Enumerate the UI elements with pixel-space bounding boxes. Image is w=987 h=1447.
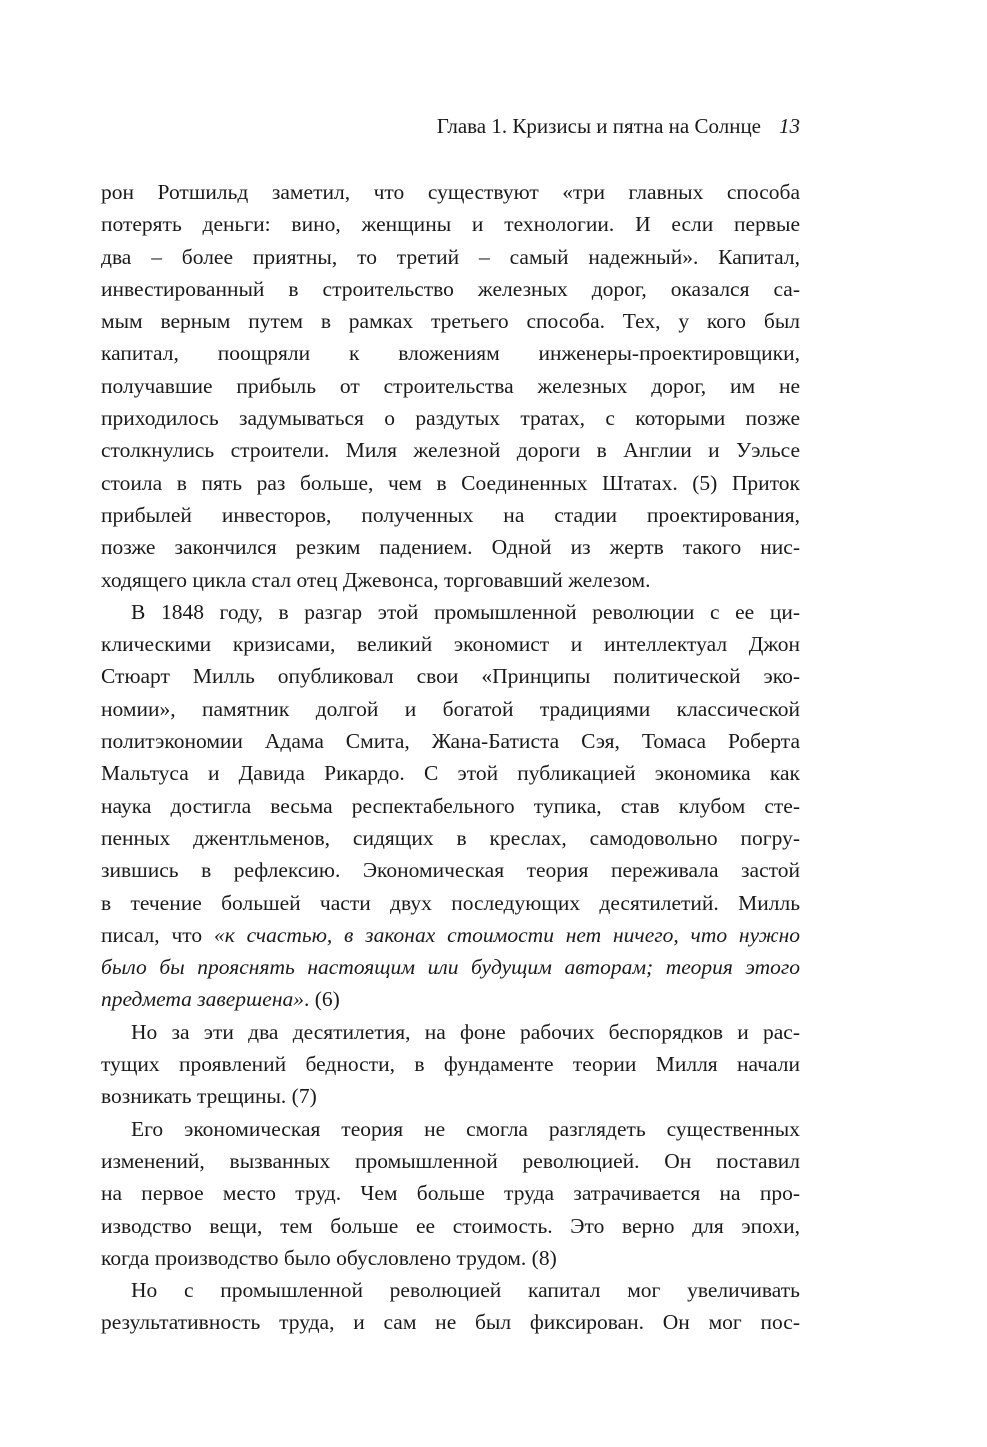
text-segment: стоила в пять раз больше, чем в Соединенных Штатах. (5) Приток — [101, 470, 800, 495]
text-segment: два – более приятны, то третий – самый надежный». Капитал, — [101, 244, 800, 269]
text-segment: номии», памятник долгой и богатой традициями классической — [101, 696, 800, 721]
text-line — [101, 370, 800, 402]
text-line — [101, 1177, 800, 1209]
paragraph — [101, 1274, 800, 1339]
text-line — [101, 1145, 800, 1177]
text-segment: . (6) — [303, 987, 340, 1012]
text-line — [101, 1016, 800, 1048]
text-line — [101, 467, 800, 499]
italic-quote: было бы прояснять настоящим или будущим авторам; теория этого — [101, 955, 800, 980]
text-line — [101, 1113, 800, 1145]
text-segment: прибылей инвесторов, полученных на стадии проектирования, — [101, 502, 800, 527]
text-segment: тущих проявлений бедности, в фундаменте теории Милля начали — [101, 1052, 800, 1077]
text-segment: мым верным путем в рамках третьего способа. Тех, у кого был — [101, 309, 800, 334]
text-line — [101, 273, 800, 305]
text-segment: позже закончился резким падением. Одной из жертв такого нис- — [101, 535, 800, 560]
text-line — [101, 757, 800, 789]
running-header — [437, 114, 800, 139]
text-line — [101, 208, 800, 240]
text-segment: В 1848 году, в разгар этой промышленной революции с ее ци- — [131, 599, 800, 624]
text-line — [101, 337, 800, 369]
text-line — [101, 596, 800, 628]
paragraph — [101, 1113, 800, 1274]
text-line — [101, 660, 800, 692]
text-line — [101, 854, 800, 886]
text-line — [101, 1048, 800, 1080]
text-line — [101, 951, 800, 983]
text-line — [101, 887, 800, 919]
text-segment: писал, что — [101, 922, 214, 947]
text-line — [101, 822, 800, 854]
text-segment: Но за эти два десятилетия, на фоне рабочих беспорядков и рас- — [131, 1019, 800, 1044]
text-line — [101, 1306, 800, 1338]
text-line — [101, 176, 800, 208]
text-segment: изменений, вызванных промышленной революцией. Он поставил — [101, 1148, 800, 1173]
text-line — [101, 1080, 800, 1112]
text-segment: Стюарт Милль опубликовал свои «Принципы политической эко- — [101, 664, 800, 689]
italic-quote: предмета завершена» — [101, 987, 304, 1012]
text-line — [101, 402, 800, 434]
text-segment: клическими кризисами, великий экономист и интеллектуал Джон — [101, 632, 800, 657]
text-segment: получавшие прибыль от строительства железных дорог, им не — [101, 373, 800, 398]
text-line — [101, 531, 800, 563]
page-number: 13 — [779, 114, 800, 138]
text-line — [101, 790, 800, 822]
text-line — [101, 983, 800, 1015]
text-segment: в течение большей части двух последующих десятилетий. Милль — [101, 890, 800, 915]
text-line — [101, 241, 800, 273]
text-line — [101, 693, 800, 725]
text-segment: капитал, поощряли к вложениям инженеры-проектировщики, — [101, 341, 800, 366]
text-segment: возникать трещины. (7) — [101, 1084, 317, 1109]
text-line — [101, 564, 800, 596]
paragraph — [101, 1016, 800, 1113]
text-segment: Но с промышленной революцией капитал мог увеличивать — [131, 1278, 800, 1303]
text-segment: Его экономическая теория не смогла разглядеть существенных — [131, 1116, 800, 1141]
text-line — [101, 434, 800, 466]
text-segment: приходилось задумываться о раздутых тратах, с которыми позже — [101, 406, 800, 431]
text-segment: зившись в рефлексию. Экономическая теория переживала застой — [101, 858, 800, 883]
text-line — [101, 1210, 800, 1242]
page-body — [101, 176, 800, 1339]
text-segment: на первое место труд. Чем больше труда затрачивается на про- — [101, 1181, 800, 1206]
text-line — [101, 1274, 800, 1306]
text-line — [101, 725, 800, 757]
text-line — [101, 919, 800, 951]
paragraph — [101, 596, 800, 1016]
chapter-title: Глава 1. Кризисы и пятна на Солнце — [436, 114, 761, 138]
text-segment: потерять деньги: вино, женщины и технологии. И если первые — [101, 212, 800, 237]
text-line — [101, 305, 800, 337]
text-segment: инвестированный в строительство железных дорог, оказался са- — [101, 276, 800, 301]
text-segment: политэкономии Адама Смита, Жана-Батиста Сэя, Томаса Роберта — [101, 729, 800, 754]
text-segment: рон Ротшильд заметил, что существуют «три главных способа — [101, 180, 800, 204]
paragraph — [101, 176, 800, 596]
text-segment: когда производство было обусловлено трудом. (8) — [101, 1245, 557, 1270]
text-segment: Мальтуса и Давида Рикардо. С этой публикацией экономика как — [101, 761, 800, 786]
text-segment: результативность труда, и сам не был фиксирован. Он мог пос- — [101, 1310, 800, 1335]
text-segment: наука достигла весьма респектабельного тупика, став клубом сте- — [101, 793, 800, 818]
text-line — [101, 499, 800, 531]
text-segment: столкнулись строители. Миля железной дороги в Англии и Уэльсе — [101, 438, 800, 463]
italic-quote: «к счастью, в законах стоимости нет ничего, что нужно — [213, 922, 800, 947]
text-segment: изводство вещи, тем больше ее стоимость. Это верно для эпохи, — [101, 1213, 800, 1238]
text-segment: пенных джентльменов, сидящих в креслах, самодовольно погру- — [101, 825, 800, 850]
text-line — [101, 1242, 800, 1274]
text-segment: ходящего цикла стал отец Джевонса, торговавший железом. — [101, 567, 651, 592]
text-line — [101, 628, 800, 660]
